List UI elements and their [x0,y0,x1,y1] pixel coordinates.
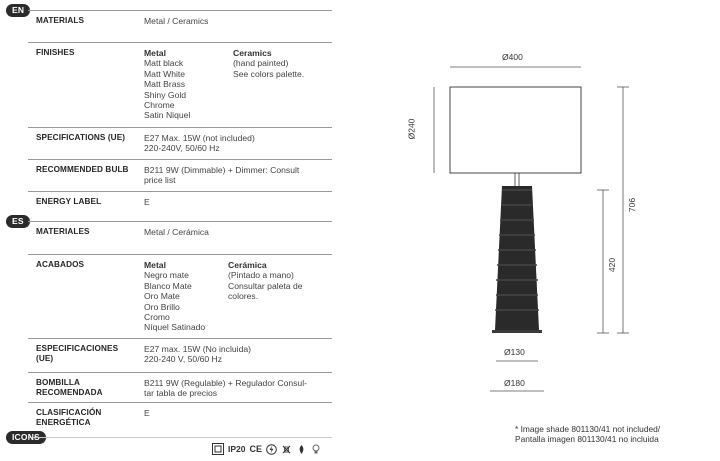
finish-item: Oro Mate [144,291,180,302]
weee-icon [296,444,307,455]
ce-mark-icon: CE [249,444,263,454]
dimension-total-height: 706 [627,197,638,213]
spec-line: 220-240V, 50/60 Hz [144,143,220,154]
spec-label [36,344,140,364]
spec-line: 220-240 V, 50/60 Hz [144,354,223,365]
finish-item: Blanco Mate [144,280,192,291]
dimension-shade-height: Ø240 [406,118,417,140]
footnote-line: * Image shade 801130/41 not included/ [515,424,661,434]
spec-row-specifications [28,127,332,159]
finish-item: Satin Niquel [144,110,191,121]
lamp-base-shape [495,186,539,330]
finish-item: Matt black [144,58,184,69]
finish-item: Negro mate [144,270,189,281]
column-heading: Cerámica [228,260,267,270]
label-line: ENERGÉTICA [36,418,91,427]
energy-icon [266,444,277,455]
icons-divider [28,437,332,438]
dimmable-icon [311,444,321,455]
spec-label: FINISHES [36,48,75,57]
spec-label: RECOMMENDED BULB [36,165,129,174]
column-heading: Metal [144,260,166,270]
spec-value [144,165,299,186]
finish-item: Matt White [144,68,186,79]
spec-line: E27 Max. 15W (not included) [144,133,255,143]
spec-row-bombilla [28,372,332,402]
finish-item: Níquel Satinado [144,322,206,333]
spec-value [144,133,255,154]
finish-item: colores. [228,291,259,302]
spec-label: ACABADOS [36,260,85,269]
spec-label: SPECIFICATIONS (UE) [36,133,126,142]
footnote-line: Pantalla imagen 801130/41 no incluida [515,434,659,445]
finish-item: Cromo [144,312,170,323]
no-bin-icon [281,444,292,455]
finish-item: (Pintado a mano) [228,270,294,281]
spec-label [36,408,140,428]
spec-row-materials [28,10,332,42]
finish-item: Matt Brass [144,79,186,90]
spec-value: E [144,197,150,207]
spec-row-energy-label [28,191,332,212]
shade-footnote [515,424,660,445]
spec-line: B211 9W (Regulable) + Regulador Consul- [144,378,307,388]
label-line: RECOMENDADA [36,388,103,397]
finishes-ceramic-column [233,48,304,79]
finish-item: See colors palette. [233,68,305,79]
section-tag-en: EN [6,4,30,17]
dimension-base-bottom-diameter: Ø180 [504,378,525,388]
column-heading: Metal [144,48,166,58]
column-heading: Ceramics [233,48,272,58]
section-tag-icons: ICONS [6,431,46,444]
spec-row-clasificacion [28,402,332,430]
spec-line: B211 9W (Dimmable) + Dimmer: Consult [144,165,300,175]
finish-item: Consultar paleta de [228,280,303,291]
label-line: BOMBILLA [36,378,81,387]
spec-row-recommended-bulb [28,159,332,191]
spec-value [144,344,251,365]
spec-label [36,378,140,398]
spec-line: tar tabla de precios [144,388,218,399]
spec-label: ENERGY LABEL [36,197,102,206]
spec-label: MATERIALS [36,16,85,25]
spec-row-acabados [28,254,332,338]
finishes-metal-column [144,260,205,333]
label-line: ESPECIFICACIONES [36,344,119,353]
dimension-base-height: 420 [607,257,618,273]
label-line: (UE) [36,354,54,363]
spec-line: E27 max. 15W (No incluida) [144,344,251,354]
spec-value [144,378,307,399]
spec-value: E [144,408,150,418]
finish-item: (hand painted) [233,58,289,69]
spec-row-materiales [28,221,332,254]
lamp-dimension-drawing [385,0,720,461]
ip20-icon: IP20 [228,444,246,454]
spec-value: Metal / Cerámica [144,227,209,237]
spec-value: Metal / Ceramics [144,16,209,26]
dimension-shade-diameter: Ø400 [502,52,523,62]
spec-line: price list [144,175,176,186]
spec-row-especificaciones [28,338,332,372]
dimension-base-top-diameter: Ø130 [504,347,525,357]
lamp-base-foot [492,330,542,333]
class-ii-icon [212,443,224,455]
spec-label: MATERIALES [36,227,90,236]
technical-drawing [385,0,720,461]
finish-item: Shiny Gold [144,89,187,100]
section-tag-es: ES [6,215,30,228]
label-line: CLASIFICACIÓN [36,408,102,417]
certification-icons [212,440,321,458]
spec-row-finishes [28,42,332,127]
finishes-metal-column [144,48,190,121]
finish-item: Oro Brillo [144,301,180,312]
finish-item: Chrome [144,100,175,111]
finishes-ceramic-column [228,260,303,302]
